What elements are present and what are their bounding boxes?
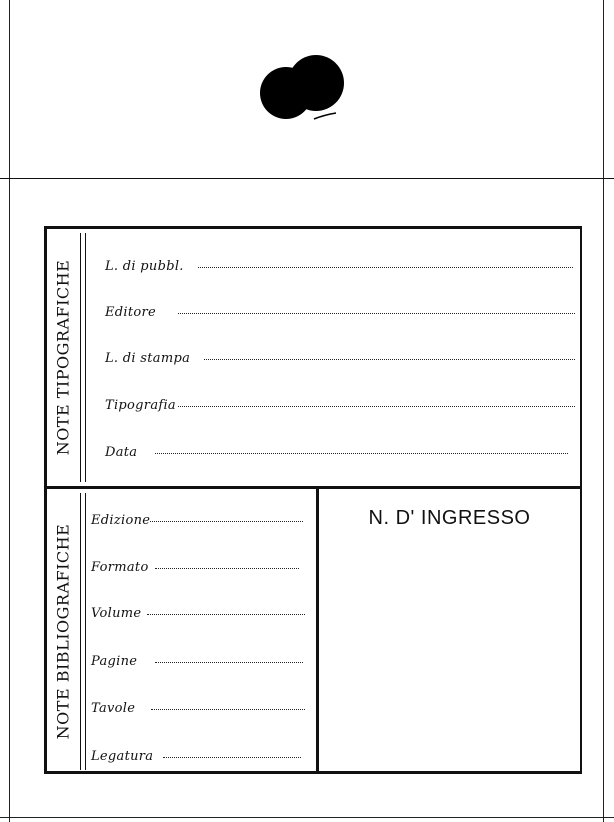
- page-edge-left: [9, 0, 10, 822]
- field-formato[interactable]: Formato: [91, 560, 299, 575]
- catalog-card: [44, 226, 582, 774]
- field-tavole[interactable]: Tavole: [91, 701, 305, 716]
- field-tipografia[interactable]: Tipografia: [105, 398, 575, 413]
- double-rule: [80, 493, 86, 770]
- section-note-tipografiche: [47, 229, 580, 486]
- field-edizione[interactable]: Edizione: [91, 513, 303, 528]
- field-luogo-pubblicazione[interactable]: L. di pubbl.: [105, 259, 573, 274]
- page-edge-right: [603, 0, 604, 822]
- double-rule: [80, 233, 86, 482]
- column-divider: [316, 489, 319, 774]
- bottom-line: [0, 817, 614, 818]
- field-legatura[interactable]: Legatura: [91, 749, 301, 764]
- section-note-bibliografiche: [47, 489, 580, 774]
- punch-hole: [258, 55, 348, 125]
- numero-ingresso-label: N. D' INGRESSO: [368, 507, 531, 529]
- section-title-tipografiche: NOTE TIPOGRAFICHE: [53, 259, 73, 456]
- section-title-bibliografiche: NOTE BIBLIOGRAFICHE: [53, 523, 73, 740]
- field-data[interactable]: Data: [105, 445, 568, 460]
- field-pagine[interactable]: Pagine: [91, 654, 303, 669]
- field-luogo-stampa[interactable]: L. di stampa: [105, 351, 575, 366]
- fold-line: [0, 178, 614, 179]
- field-volume[interactable]: Volume: [91, 606, 305, 621]
- field-editore[interactable]: Editore: [105, 305, 575, 320]
